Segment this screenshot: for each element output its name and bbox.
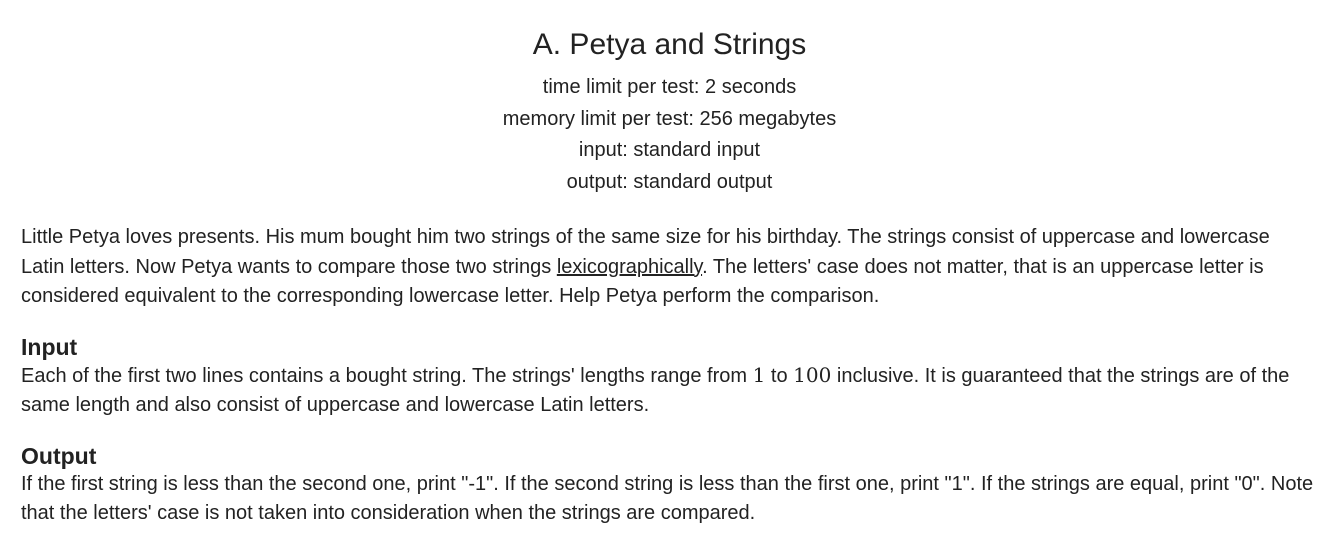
input-text-3: inclusive. It is guaranteed that the strings are of the same length and also consist of uppercase and lowercase Latin letters. — [21, 364, 1290, 416]
output-paragraph: If the first string is less than the second one, print "-1". If the second string is less than the first one, print "1". If the strings are equal, print "0". Note that the letters' case is not taken into consideration when the strings are compared. — [21, 472, 1314, 524]
legend-paragraph — [21, 223, 1318, 312]
input-text-2: to — [765, 364, 794, 387]
input-text-1: Each of the first two lines contains a bought string. The strings' lengths range from — [21, 364, 753, 387]
problem-title: A. Petya and Strings — [532, 28, 807, 61]
problem-header — [21, 0, 1318, 198]
output-file: output: standard output — [566, 170, 773, 193]
math-min-length: 1 — [752, 362, 766, 387]
input-file: input: standard input — [578, 139, 761, 161]
legend-text-end: . The letters' case does not matter, that is an uppercase letter is considered equivalent to the corresponding lowercase letter. Help Petya perform the comparison. — [21, 255, 1264, 307]
lexicographically-link[interactable]: lexicographically — [556, 255, 703, 278]
output-specification — [21, 442, 1318, 529]
time-limit: time limit per test: 2 seconds — [542, 76, 797, 98]
legend-text-start: Little Petya loves presents. His mum bought him two strings of the same size for his birthday. The strings consist of uppercase and lowercase Latin letters. Now Petya wants to compare those two strings — [21, 226, 1270, 278]
input-specification — [21, 333, 1318, 421]
output-heading: Output — [21, 442, 97, 469]
memory-limit: memory limit per test: 256 megabytes — [502, 107, 837, 130]
input-heading: Input — [21, 333, 78, 360]
problem-legend — [21, 223, 1318, 312]
input-paragraph — [21, 361, 1318, 421]
math-max-length: 100 — [793, 362, 832, 387]
